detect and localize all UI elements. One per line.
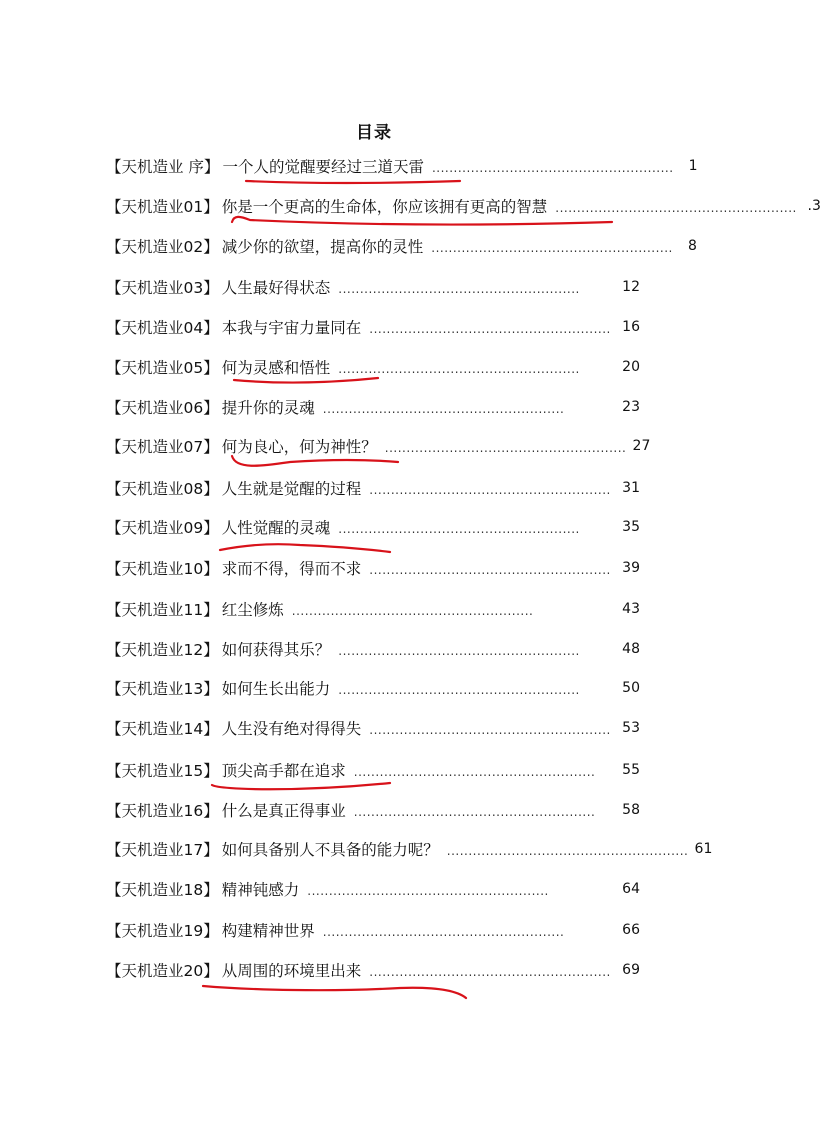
- dot-leader: ........................................................: [338, 362, 580, 376]
- dot-leader: ........................................................: [353, 805, 596, 819]
- toc-entry-label: 【天机造业11】: [106, 601, 219, 619]
- toc-entry[interactable]: [106, 676, 640, 700]
- toc-entry-title: 何为良心，何为神性？: [221, 438, 377, 456]
- toc-entry-page-number: 50: [622, 680, 640, 696]
- toc-entry-title: 构建精神世界: [221, 922, 315, 940]
- toc-entry-page-number: 1: [688, 158, 698, 174]
- toc-entry-page-number: 58: [622, 802, 640, 818]
- dot-leader: ........................................................: [369, 965, 611, 979]
- toc-entry-page-number: 27: [632, 438, 651, 454]
- toc-entry-title: 从周围的环境里出来: [221, 962, 362, 980]
- underline-mark: [246, 181, 460, 183]
- toc-entry[interactable]: [106, 515, 640, 539]
- toc-entry[interactable]: [106, 395, 640, 419]
- toc-entry-label: 【天机造业05】: [106, 359, 219, 377]
- dot-leader: ........................................................: [291, 604, 534, 618]
- toc-entry-label: 【天机造业04】: [106, 319, 219, 337]
- underline-mark: [232, 217, 612, 225]
- toc-entry-label: 【天机造业10】: [106, 560, 219, 578]
- toc-entry-page-number: 61: [694, 841, 713, 857]
- dot-leader: ........................................................: [369, 723, 611, 737]
- toc-entry-label: 【天机造业01】: [106, 198, 219, 216]
- toc-entry[interactable]: [106, 434, 651, 458]
- toc-entry-page-number: 55: [622, 762, 640, 778]
- dot-leader: ........................................................: [307, 884, 549, 898]
- toc-entry-title: 人生就是觉醒的过程: [221, 480, 362, 498]
- dot-leader: ........................................................: [338, 282, 580, 296]
- toc-entry-page-number: 48: [622, 641, 640, 657]
- toc-entry-label: 【天机造业08】: [106, 480, 219, 498]
- toc-entry-label: 【天机造业19】: [106, 922, 219, 940]
- toc-entry-page-number: 23: [622, 399, 640, 415]
- toc-entry-title: 如何具备别人不具备的能力呢？: [221, 841, 439, 859]
- toc-entry-title: 红尘修炼: [221, 601, 284, 619]
- toc-entry[interactable]: [106, 637, 640, 661]
- toc-entry[interactable]: [106, 556, 640, 580]
- dot-leader: ........................................................: [369, 322, 611, 336]
- toc-entry-page-number: 35: [622, 519, 640, 535]
- toc-entry-page-number: 39: [622, 560, 640, 576]
- dot-leader: ........................................................: [555, 201, 797, 215]
- toc-entry-label: 【天机造业02】: [106, 238, 219, 256]
- dot-leader: ........................................................: [384, 441, 627, 455]
- toc-entry-page-number: 31: [622, 480, 640, 496]
- toc-entry-title: 如何生长出能力: [221, 680, 331, 698]
- toc-entry-title: 一个人的觉醒要经过三道天雷: [222, 158, 424, 176]
- toc-entry[interactable]: [106, 758, 640, 782]
- toc-entry[interactable]: [106, 918, 640, 942]
- underline-mark: [212, 783, 390, 789]
- toc-entry-label: 【天机造业16】: [106, 802, 219, 820]
- toc-entry[interactable]: [106, 275, 640, 299]
- dot-leader: ........................................................: [446, 844, 689, 858]
- toc-entry-title: 提升你的灵魂: [221, 399, 315, 417]
- underline-mark: [220, 544, 390, 552]
- toc-entry-page-number: 69: [622, 962, 640, 978]
- toc-entry[interactable]: [106, 234, 697, 258]
- dot-leader: ........................................................: [338, 683, 580, 697]
- toc-entry[interactable]: [106, 476, 640, 500]
- toc-entry-title: 如何获得其乐？: [221, 641, 331, 659]
- toc-entry[interactable]: [106, 798, 640, 822]
- toc-entry[interactable]: [106, 877, 640, 901]
- toc-entry[interactable]: [106, 355, 640, 379]
- toc-heading: 目录: [356, 123, 392, 143]
- toc-entry-page-number: 16: [622, 319, 640, 335]
- toc-entry-label: 【天机造业18】: [106, 881, 219, 899]
- toc-entry-page-number: 64: [622, 881, 640, 897]
- dot-leader: ........................................................: [322, 402, 565, 416]
- dot-leader: ........................................................: [353, 765, 596, 779]
- dot-leader: ........................................................: [322, 925, 565, 939]
- toc-entry-title: 人生最好得状态: [221, 279, 331, 297]
- toc-entry-page-number: 66: [622, 922, 640, 938]
- toc-entry-label: 【天机造业07】: [106, 438, 219, 456]
- toc-entry-title: 你是一个更高的生命体，你应该拥有更高的智慧: [221, 198, 548, 216]
- toc-entry-page-number: .3: [807, 198, 821, 214]
- toc-entry-page-number: 12: [622, 279, 640, 295]
- toc-entry-title: 求而不得，得而不求: [221, 560, 362, 578]
- toc-entry-label: 【天机造业12】: [106, 641, 219, 659]
- toc-entry-title: 减少你的欲望，提高你的灵性: [221, 238, 424, 256]
- toc-entry-label: 【天机造业17】: [106, 841, 219, 859]
- toc-entry-label: 【天机造业06】: [106, 399, 219, 417]
- toc-entry-page-number: 20: [622, 359, 640, 375]
- toc-entry-title: 精神钝感力: [221, 881, 300, 899]
- dot-leader: ........................................................: [431, 241, 673, 255]
- toc-entry-label: 【天机造业15】: [106, 762, 219, 780]
- underline-mark: [203, 986, 466, 998]
- dot-leader: ........................................................: [338, 522, 580, 536]
- toc-entry-label: 【天机造业 序】: [106, 158, 220, 176]
- toc-entry-title: 何为灵感和悟性: [221, 359, 331, 377]
- toc-entry-label: 【天机造业14】: [106, 720, 219, 738]
- toc-entry[interactable]: [106, 837, 713, 861]
- toc-entry-title: 什么是真正得事业: [221, 802, 346, 820]
- toc-entry-page-number: 53: [622, 720, 640, 736]
- dot-leader: ........................................................: [369, 563, 611, 577]
- toc-entry-page-number: 8: [687, 238, 697, 254]
- dot-leader: ........................................................: [369, 483, 611, 497]
- toc-entry[interactable]: [106, 315, 640, 339]
- toc-entry-page-number: 43: [622, 601, 640, 617]
- toc-entry[interactable]: [106, 597, 640, 621]
- toc-entry-label: 【天机造业03】: [106, 279, 219, 297]
- toc-entry-title: 人生没有绝对得得失: [221, 720, 362, 738]
- toc-entry[interactable]: [106, 716, 640, 740]
- toc-entry-title: 本我与宇宙力量同在: [221, 319, 362, 337]
- toc-entry-label: 【天机造业13】: [106, 680, 219, 698]
- toc-entry-title: 顶尖高手都在追求: [221, 762, 346, 780]
- toc-entry[interactable]: [106, 154, 698, 178]
- toc-entry-title: 人性觉醒的灵魂: [221, 519, 331, 537]
- dot-leader: ........................................................: [431, 161, 674, 175]
- toc-entry[interactable]: [106, 194, 821, 218]
- toc-entry[interactable]: [106, 958, 640, 982]
- toc-entry-label: 【天机造业09】: [106, 519, 219, 537]
- toc-entry-label: 【天机造业20】: [106, 962, 219, 980]
- dot-leader: ........................................................: [338, 644, 580, 658]
